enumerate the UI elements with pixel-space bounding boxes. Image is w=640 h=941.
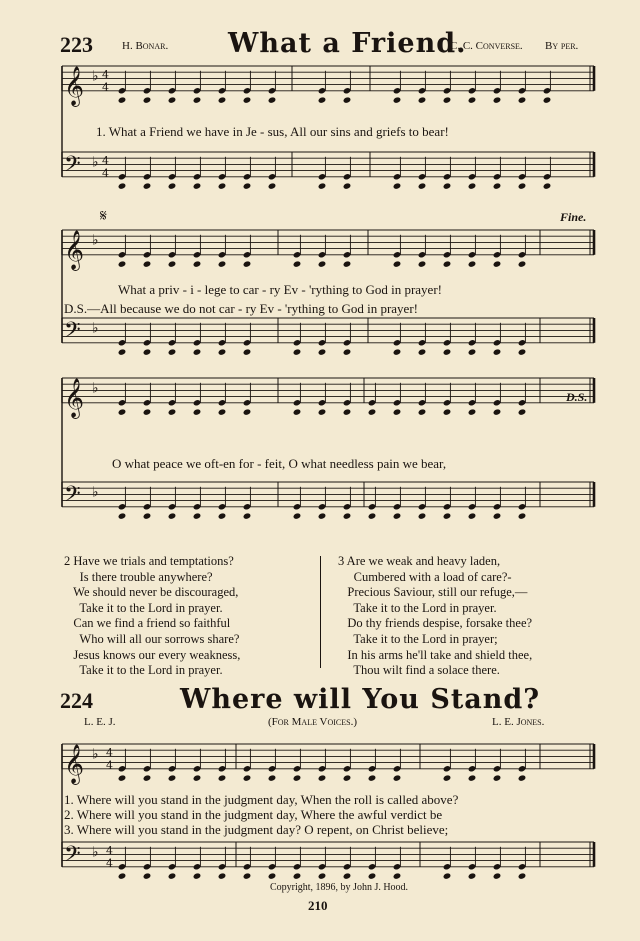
- hymn-224-lyric-line-3: 3. Where will you stand in the judgment day? O repent, on Christ believe;: [64, 822, 449, 837]
- svg-text:♭: ♭: [92, 320, 99, 337]
- hymn-223-author: H. Bonar.: [122, 40, 169, 52]
- svg-text:4: 4: [102, 68, 109, 82]
- hymn-224-note: (For Male Voices.): [268, 716, 357, 728]
- hymn-224-lyric-line-1: 1. Where will you stand in the judgment day, When the roll is called above?: [64, 792, 459, 807]
- svg-text:♭: ♭: [92, 746, 99, 763]
- svg-text:𝄞: 𝄞: [64, 743, 85, 784]
- svg-text:𝄢: 𝄢: [64, 841, 81, 872]
- svg-text:𝄞: 𝄞: [64, 65, 85, 106]
- hymn-224-lyric-line-2: 2. Where will you stand in the judgment day, Where the awful verdict be: [64, 807, 443, 822]
- hymn-223-permission: By per.: [545, 40, 579, 52]
- svg-text:4: 4: [102, 80, 109, 94]
- svg-text:4: 4: [106, 758, 113, 772]
- copyright-notice: Copyright, 1896, by John J. Hood.: [270, 882, 409, 893]
- hymn-224-title: Where will You Stand?: [180, 684, 541, 715]
- hymn-224-author: L. E. J.: [84, 716, 116, 728]
- svg-text:𝄞: 𝄞: [64, 229, 85, 270]
- svg-text:♭: ♭: [92, 232, 99, 249]
- svg-text:4: 4: [106, 844, 113, 858]
- hymn-223-number: 223: [60, 32, 93, 57]
- hymn-223-lyric-line-2: What a priv - i - lege to car - ry Ev - 'rything to God in prayer!: [118, 282, 442, 297]
- svg-text:4: 4: [106, 746, 113, 760]
- hymn-223-composer: C. C. Converse.: [450, 40, 523, 52]
- segno-icon: 𝄋: [100, 208, 107, 225]
- fine-marking: Fine.: [560, 210, 587, 224]
- hymn-224-composer: L. E. Jones.: [492, 716, 545, 728]
- hymn-223-title: What a Friend.: [228, 28, 467, 59]
- ds-marking: D.S.: [566, 390, 588, 404]
- svg-text:4: 4: [106, 856, 113, 870]
- hymn-223-lyric-line-1: 1. What a Friend we have in Je - sus, All our sins and griefs to bear!: [96, 124, 449, 139]
- hymn-223-lyric-line-4: O what peace we oft-en for - feit, O what needless pain we bear,: [112, 456, 447, 471]
- svg-text:𝄞: 𝄞: [64, 377, 85, 418]
- svg-text:𝄢: 𝄢: [64, 151, 81, 182]
- svg-text:4: 4: [102, 154, 109, 168]
- verse-3: 3 Are we weak and heavy laden, Cumbered with a load of care?- Precious Saviour, still our refuge,— Take it to the Lord in prayer. Do thy friends despise, forsake thee? Take it to the Lord in prayer; In his arms he'll take and shield thee, Thou wilt find a solace there.: [338, 554, 533, 678]
- verse-divider: [320, 556, 321, 668]
- svg-text:♭: ♭: [92, 844, 99, 861]
- svg-text:𝄢: 𝄢: [64, 317, 81, 348]
- page-number: 210: [308, 898, 328, 913]
- verse-2: 2 Have we trials and temptations? Is there trouble anywhere? We should never be discouraged, Take it to the Lord in prayer. Can we find a friend so faithful Who will all our sorrows share? Jesus knows our every weakness, Take it to the Lord in prayer.: [64, 554, 241, 678]
- svg-text:4: 4: [102, 166, 109, 180]
- svg-text:♭: ♭: [92, 380, 99, 397]
- svg-text:♭: ♭: [92, 68, 99, 85]
- svg-text:♭: ♭: [92, 154, 99, 171]
- svg-text:♭: ♭: [92, 484, 99, 501]
- hymn-223-lyric-line-3: D.S.—All because we do not car - ry Ev - 'rything to God in prayer!: [64, 301, 418, 316]
- hymn-224-number: 224: [60, 688, 93, 713]
- svg-text:𝄢: 𝄢: [64, 481, 81, 512]
